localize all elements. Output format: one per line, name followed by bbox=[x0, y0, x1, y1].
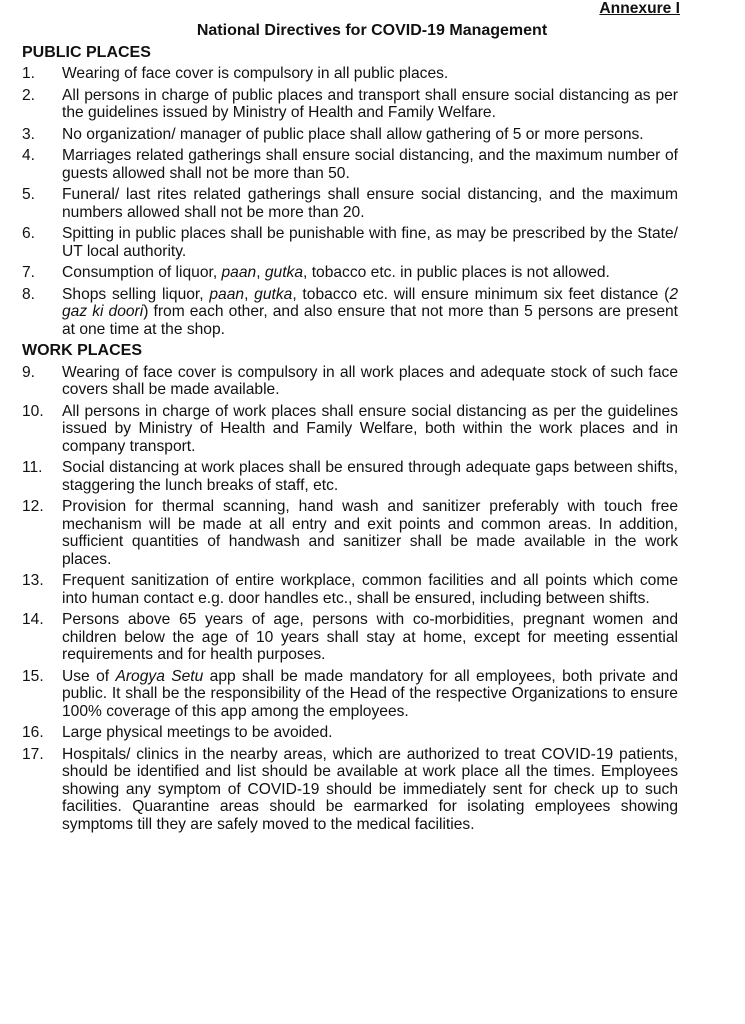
item-text: All persons in charge of public places and transport shall ensure social distancing as per the guidelines issued by Ministry of Health and Family Welfare. bbox=[62, 86, 678, 121]
list-item bbox=[22, 87, 678, 122]
list-item bbox=[22, 403, 678, 456]
item-number: 12. bbox=[22, 498, 44, 515]
item-text: Marriages related gatherings shall ensure social distancing, and the maximum number of guests allowed shall not be more than 50. bbox=[62, 147, 678, 182]
item-text: Social distancing at work places shall be ensured through adequate gaps between shifts, staggering the lunch breaks of staff, etc. bbox=[62, 459, 678, 494]
item-number: 7. bbox=[22, 264, 36, 281]
item-number: 17. bbox=[22, 745, 44, 763]
section-heading: WORK PLACES bbox=[22, 342, 142, 359]
item-text: Persons above 65 years of age, persons with co-morbidities, pregnant women and children below the age of 10 years shall stay at home, except for meeting essential requirements and for health purposes. bbox=[62, 611, 678, 663]
page-title: National Directives for COVID-19 Management bbox=[196, 22, 548, 39]
list-item bbox=[22, 724, 678, 742]
item-text: Large physical meetings to be avoided. bbox=[62, 724, 333, 741]
list-item bbox=[22, 572, 678, 607]
item-number: 5. bbox=[22, 186, 36, 203]
list-item bbox=[22, 286, 678, 339]
item-text: Consumption of liquor, paan, gutka, tobacco etc. in public places is not allowed. bbox=[62, 264, 610, 281]
section-public-places bbox=[22, 44, 745, 339]
item-text: All persons in charge of work places shall ensure social distancing as per the guidelines issued by Ministry of Health and Family Welfare, both within the work places and in company transport. bbox=[62, 402, 678, 455]
item-text: Provision for thermal scanning, hand wash and sanitizer preferably with touch free mechanism will be made at all entry and exit points and common areas. In addition, sufficient quantities of handwash and sanitizer shall be made available in the work places. bbox=[62, 498, 678, 568]
list-item bbox=[22, 459, 678, 494]
item-text: Use of Arogya Setu app shall be made mandatory for all employees, both private and public. It shall be the responsibility of the Head of the respective Organizations to ensure 100% coverage of this app among the employees. bbox=[62, 667, 678, 720]
item-number: 10. bbox=[22, 402, 44, 420]
item-number: 14. bbox=[22, 611, 44, 628]
list-item bbox=[22, 264, 678, 282]
item-number: 15. bbox=[22, 667, 44, 685]
list-item bbox=[22, 611, 678, 664]
item-number: 8. bbox=[22, 285, 36, 303]
list-item bbox=[22, 147, 678, 182]
list-item bbox=[22, 668, 678, 721]
item-text: Shops selling liquor, paan, gutka, tobacco etc. will ensure minimum six feet distance (2 gaz ki doori) from each other, and also ensure that not more than 5 persons are present at one time at the shop. bbox=[62, 285, 679, 338]
item-number: 1. bbox=[22, 65, 36, 82]
item-text: Hospitals/ clinics in the nearby areas, which are authorized to treat COVID-19 patients, should be identified and list should be available at work place all the times. Employees showing any symptom of COVID-19 should be immediately sent for check up to such facilities. Quarantine areas should be earmarked for isolating employees showing symptoms till they are safely moved to the medical facilities. bbox=[62, 745, 678, 833]
item-number: 2. bbox=[22, 86, 36, 104]
item-number: 3. bbox=[22, 125, 36, 143]
item-number: 11. bbox=[22, 459, 43, 476]
item-number: 13. bbox=[22, 572, 44, 589]
list-item bbox=[22, 65, 678, 83]
list-item bbox=[22, 186, 678, 221]
item-number: 16. bbox=[22, 724, 44, 741]
list-item bbox=[22, 746, 678, 834]
item-text: Funeral/ last rites related gatherings shall ensure social distancing, and the maximum numbers allowed shall not be more than 20. bbox=[62, 186, 678, 221]
section-work-places bbox=[22, 342, 745, 833]
item-text: Frequent sanitization of entire workplace, common facilities and all points which come into human contact e.g. door handles etc., shall be ensured, including between shifts. bbox=[62, 572, 678, 607]
section-heading: PUBLIC PLACES bbox=[22, 43, 151, 61]
list-item bbox=[22, 225, 678, 260]
item-text: Wearing of face cover is compulsory in all public places. bbox=[62, 65, 449, 82]
list-item bbox=[22, 364, 678, 399]
item-text: No organization/ manager of public place shall allow gathering of 5 or more persons. bbox=[62, 125, 644, 143]
directive-list bbox=[22, 65, 678, 338]
list-item bbox=[22, 126, 678, 144]
item-number: 6. bbox=[22, 225, 36, 242]
item-number: 4. bbox=[22, 147, 36, 164]
annexure-label: Annexure I bbox=[599, 0, 680, 17]
item-text: Spitting in public places shall be punishable with fine, as may be prescribed by the State/ UT local authority. bbox=[62, 225, 678, 260]
directive-list bbox=[22, 364, 678, 834]
item-number: 9. bbox=[22, 363, 36, 381]
list-item bbox=[22, 498, 678, 568]
item-text: Wearing of face cover is compulsory in all work places and adequate stock of such face covers shall be made available. bbox=[62, 363, 678, 398]
